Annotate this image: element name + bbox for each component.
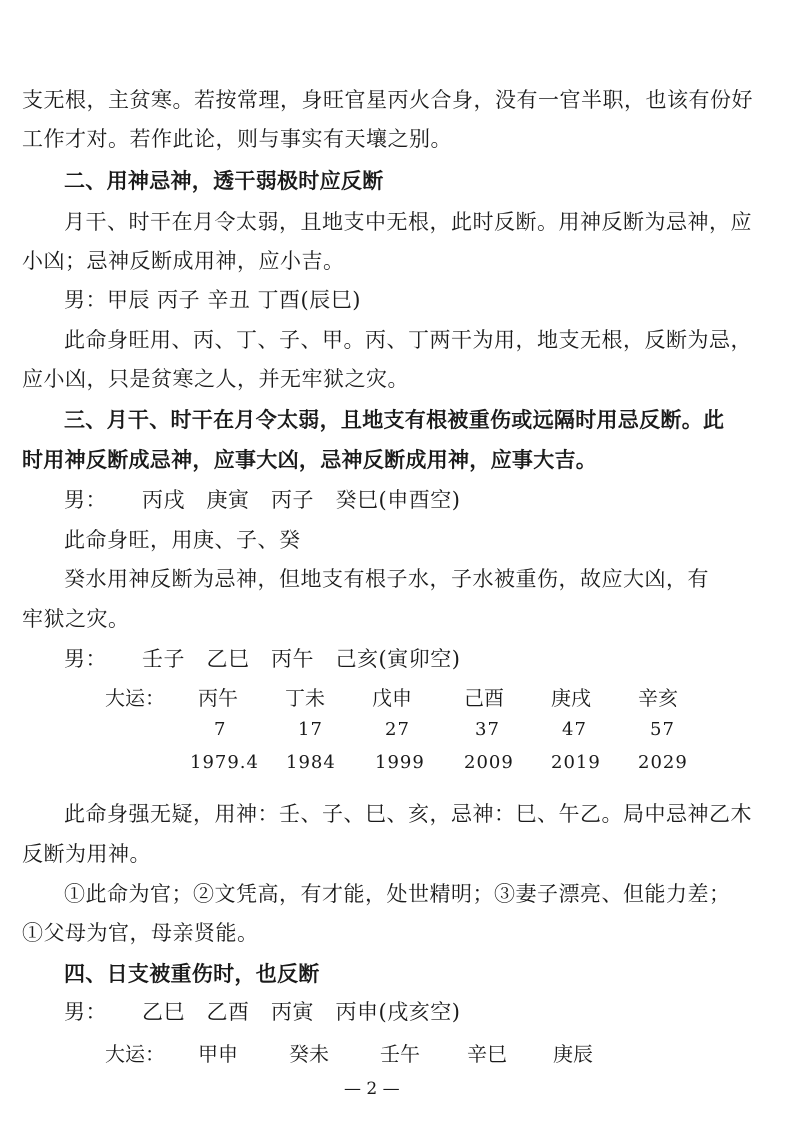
dayun-pillar: 辛亥 [638,686,678,710]
dayun-age: 37 [475,719,500,740]
text-line: 癸水用神反断为忌神，但地支有根子水，子水被重伤，故应大凶，有 [64,567,709,591]
dayun-pillar: 甲申 [198,1042,238,1066]
text-line: 牢狱之灾。 [22,607,130,631]
dayun-year: 2029 [638,752,688,773]
dayun-pillar: 壬午 [380,1042,420,1066]
text-line: 小凶；忌神反断成用神，应小吉。 [22,249,345,273]
dayun-pillar: 癸未 [289,1042,329,1066]
text-line: 男：甲辰 丙子 辛丑 丁酉(辰巳) [64,288,361,312]
text-line: 此命身旺，用庚、子、癸 [64,528,301,552]
dayun-age: 17 [298,719,323,740]
chart-label: 男： [64,647,107,671]
dayun-pillar: 庚戌 [551,686,591,710]
chart-label: 男： [64,1000,107,1024]
dayun-age: 27 [385,719,410,740]
text-line: 支无根，主贫寒。若按常理，身旺官星丙火合身，没有一官半职，也该有份好 [22,88,753,112]
page-number: — 2 — [344,1079,400,1099]
chart-pillars: 壬子 乙巳 丙午 己亥(寅卯空) [142,647,461,671]
chart-pillars: 乙巳 乙酉 丙寅 丙申(戌亥空) [142,1000,461,1024]
text-line: 月干、时干在月令太弱，且地支中无根，此时反断。用神反断为忌神，应 [64,210,752,234]
text-line: ①父母为官，母亲贤能。 [22,921,259,945]
chart-pillars: 丙戌 庚寅 丙子 癸巳(申酉空) [142,488,461,512]
dayun-pillar: 丁未 [285,686,325,710]
text-line: ①此命为官；②文凭高，有才能，处世精明；③妻子漂亮、但能力差； [64,882,731,906]
section-heading: 时用神反断成忌神，应事大凶，忌神反断成用神，应事大吉。 [22,448,598,472]
section-heading: 三、月干、时干在月令太弱，且地支有根被重伤或远隔时用忌反断。此 [64,408,725,432]
section-heading: 四、日支被重伤时，也反断 [64,962,320,986]
dayun-age: 47 [562,719,587,740]
dayun-pillar: 丙午 [198,686,238,710]
dayun-pillar: 己酉 [464,686,504,710]
dayun-year: 1984 [286,752,336,773]
dayun-pillar: 辛巳 [467,1042,507,1066]
dayun-pillar: 庚辰 [553,1042,593,1066]
dayun-year: 2009 [464,752,514,773]
dayun-year: 1999 [375,752,425,773]
dayun-age: 7 [214,719,227,740]
dayun-pillar: 戊申 [372,686,412,710]
dayun-year: 1979.4 [190,752,259,773]
text-line: 应小凶，只是贫寒之人，并无牢狱之灾。 [22,367,409,391]
section-heading: 二、用神忌神，透干弱极时应反断 [64,169,384,193]
dayun-label: 大运： [105,686,165,710]
text-line: 反断为用神。 [22,842,151,866]
dayun-year: 2019 [551,752,601,773]
dayun-label: 大运： [105,1042,165,1066]
text-line: 此命身旺用、丙、丁、子、甲。丙、丁两干为用，地支无根，反断为忌， [64,328,752,352]
text-line: 此命身强无疑，用神：壬、子、巳、亥，忌神：巳、午乙。局中忌神乙木 [64,802,752,826]
text-line: 工作才对。若作此论，则与事实有天壤之别。 [22,127,452,151]
dayun-age: 57 [650,719,675,740]
chart-label: 男： [64,488,107,512]
